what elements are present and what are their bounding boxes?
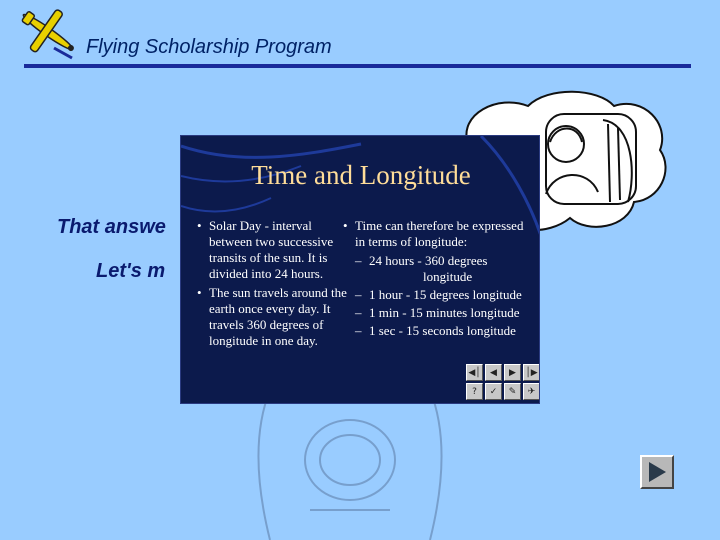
previous-icon: ◀ bbox=[485, 364, 502, 381]
help-icon: ? bbox=[466, 383, 483, 400]
slide-nav-buttons bbox=[466, 364, 538, 402]
move-on-text: Let's m bbox=[96, 260, 166, 282]
first-icon: ◀│ bbox=[466, 364, 483, 381]
next-button[interactable] bbox=[640, 455, 674, 489]
slide-bullet: • The sun travels around the earth once every day. It travels 360 degrees of longitude in one day. bbox=[197, 285, 347, 348]
slide-sub-bullet: – 24 hours - 360 degrees bbox=[355, 253, 488, 268]
next-icon: ▶ bbox=[504, 364, 521, 381]
pilot-sketch-icon bbox=[240, 380, 460, 540]
answer-text: That answe bbox=[57, 216, 166, 238]
slide-sub-bullet: – 1 sec - 15 seconds longitude bbox=[355, 323, 516, 338]
slide-thumbnail bbox=[180, 135, 540, 404]
slide-sub-bullet-continuation: longitude bbox=[423, 269, 473, 284]
last-icon: │▶ bbox=[523, 364, 540, 381]
slide-sub-bullet: – 1 min - 15 minutes longitude bbox=[355, 305, 520, 320]
slide-title: Time and Longitude bbox=[251, 160, 471, 190]
slide-bullet: • Solar Day - interval between two successive transits of the sun. It is divided into 24 hours. bbox=[197, 218, 334, 281]
airplane-logo-icon bbox=[14, 2, 82, 62]
header-divider bbox=[24, 64, 691, 68]
slide-sub-bullet: – 1 hour - 15 degrees longitude bbox=[355, 287, 522, 302]
slide-left-column bbox=[195, 218, 347, 352]
slide-bullet: • Time can therefore be expressed in terms of longitude: bbox=[343, 218, 524, 249]
slide-right-column bbox=[341, 218, 531, 339]
plane-icon: ✈ bbox=[523, 383, 540, 400]
check-icon: ✓ bbox=[485, 383, 502, 400]
play-arrow-icon bbox=[647, 461, 667, 483]
pencil-icon: ✎ bbox=[504, 383, 521, 400]
header-title: Flying Scholarship Program bbox=[86, 36, 332, 58]
